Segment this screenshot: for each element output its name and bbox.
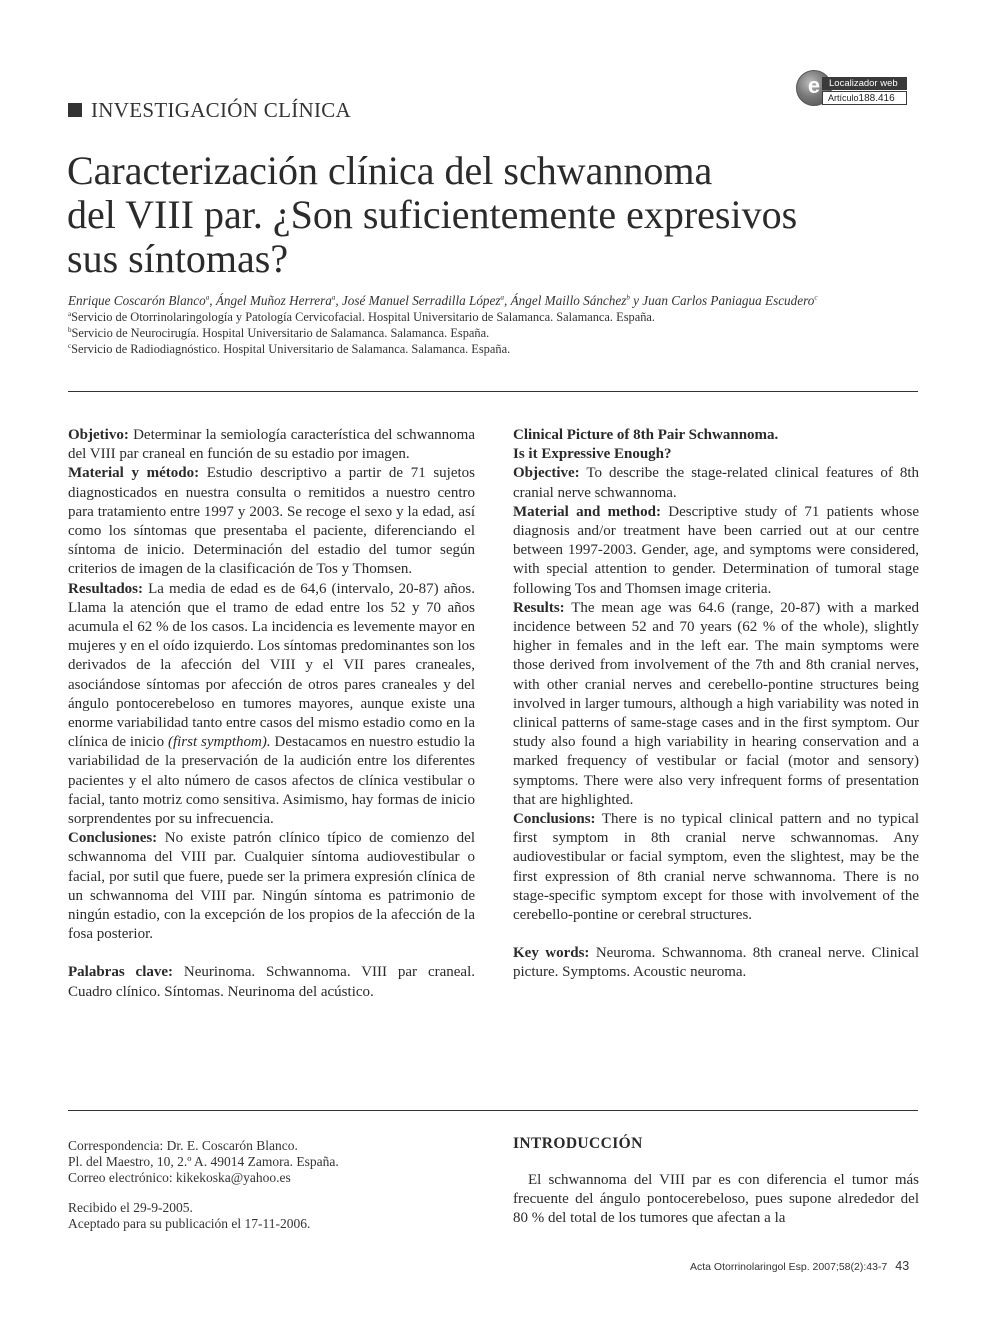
author-name: Juan Carlos Paniagua Escudero xyxy=(642,293,815,308)
abstract-english xyxy=(513,426,919,983)
author-sep: , xyxy=(209,293,216,308)
intro-heading: INTRODUCCIÓN xyxy=(513,1135,643,1152)
abstract-en-results: Results: The mean age was 64.6 (range, 20-87) with a marked incidence between 52 and 70 years (62 % of the whole), slightly higher in females and in the left ear. The main symptoms were those derived from involvement of the 7th and 8th cranial nerves, with other cranial nerves and cerebello-pontine structures being involved in larger tumours, although a high variability was noted in clinical patterns of same-stage cases and in the first symptom. Our study also found a high variability in hearing conservation and a marked frequency of vestibular or facial (motor and sensory) symptoms. There were also very infrequent forms of presentation that are highlighted. xyxy=(513,599,919,808)
author-sup: a xyxy=(205,293,210,302)
article-label: Artículo xyxy=(828,93,859,103)
intro-paragraph: El schwannoma del VIII par es con diferencia el tumor más frecuente del ángulo pontocerebeloso, pues supone alrededor del 80 % del total de los tumores que afectan a la xyxy=(513,1172,919,1227)
author-sep: , xyxy=(504,293,511,308)
author-sup: a xyxy=(500,293,505,302)
web-locator-badge[interactable] xyxy=(796,70,911,108)
abstract-en-subtitle: Is it Expressive Enough? xyxy=(513,446,672,463)
abstract-method: Material y método: Estudio descriptivo a partir de 71 sujetos diagnosticados en nuestra consulta o remitidos a nuestro centro para tratamiento entre 1997 y 2003. Se recoge el sexo y la edad, así como los síntomas que presentaba el paciente, diferenciando el síntoma de inicio. Determinación del estadio del tumor según criterios de imagen de la clasificación de Tos y Thomsen. xyxy=(68,465,476,578)
correspondence-address: Pl. del Maestro, 10, 2.º A. 49014 Zamora. España. xyxy=(68,1154,339,1169)
page-number: 43 xyxy=(895,1259,910,1273)
abstract-conclusions: Conclusiones: No existe patrón clínico típico de comienzo del schwannoma del VIII par. Cualquier síntoma audiovestibular o facial, por sutil que fuere, puede ser la primera expresión clínica de un schwannoma del VIII par. Ningún síntoma es patrimonio de ningún estadio, con la excepción de los propios de la afección de la fosa posterior. xyxy=(68,830,475,943)
section-label: INVESTIGACIÓN CLÍNICA xyxy=(91,98,352,122)
header-divider xyxy=(68,391,918,392)
author-name: José Manuel Serradilla López xyxy=(341,293,501,308)
section-square-icon xyxy=(68,103,82,117)
author-name: Ángel Maillo Sánchez xyxy=(510,293,627,308)
author-name: Enrique Coscarón Blanco xyxy=(68,293,206,308)
title-line: Caracterización clínica del schwannoma xyxy=(67,148,713,193)
abstract-en-title: Clinical Picture of 8th Pair Schwannoma. xyxy=(513,427,779,443)
author-sep: , xyxy=(335,293,342,308)
author-list xyxy=(68,293,817,309)
author-sup: a xyxy=(331,293,336,302)
abstract-en-method: Material and method: Descriptive study of 71 patients whose diagnosis and/or treatment have been carried out at our centre between 1997-2003. Gender, age, and symptoms were considered, with special attention to gender. Determination of tumoral stage following Tos and Thomsen image criteria. xyxy=(513,503,919,597)
web-locator-label: Localizador web xyxy=(822,77,907,90)
accepted-date: Aceptado para su publicación el 17-11-2006. xyxy=(68,1216,311,1231)
page-footer xyxy=(690,1259,909,1273)
article-number: 188.416 xyxy=(858,93,895,104)
abstract-en-objective: Objective: To describe the stage-related clinical features of 8th cranial nerve schwannoma. xyxy=(513,465,919,501)
affiliation: $^a$Servicio de Otorrinolaringología y Patología Cervicofacial. Hospital Universitario de Salamanca. Salamanca. España. xyxy=(68,310,656,325)
correspondence-email[interactable]: Correo electrónico: kikekoska@yahoo.es xyxy=(68,1170,291,1185)
article-number-box xyxy=(822,91,907,105)
abstract-results: Resultados: La media de edad es de 64,6 (intervalo, 20-87) años. Llama la atención que el tramo de edad entre los 52 y 70 años acumula el 62 % de los casos. La incidencia es levemente mayor en mujeres y en el oído izquierdo. Los síntomas predominantes son los derivados de la afección del VIII y el VII pares craneales, asociándose síntomas por afección de otros pares craneales y del ángulo pontocerebeloso en tumores mayores, aunque existe una enorme variabilidad tanto entre casos del mismo estadio como en la clínica de inicio (first sympthom). Destacamos en nuestro estudio la variabilidad de la preservación de la audición entre los diferentes pacientes y el alto número de casos afectos de clínica vestibular o facial, tanto motriz como sensitiva. Asimismo, hay formas de inicio sorprendentes por su infrecuencia. xyxy=(68,580,476,828)
correspondence-block xyxy=(68,1138,339,1232)
affiliation: $^c$Servicio de Radiodiagnóstico. Hospital Universitario de Salamanca. Salamanca. España. xyxy=(68,342,511,357)
author-sep: y xyxy=(629,293,643,308)
intro-text xyxy=(513,1171,919,1229)
author-name: Ángel Muñoz Herrera xyxy=(215,293,332,308)
abstract-objective: Objetivo: Determinar la semiología característica del schwannoma del VIII par craneal en función de su estadio por imagen. xyxy=(68,427,475,463)
article-title xyxy=(67,149,927,281)
correspondence-name: Correspondencia: Dr. E. Coscarón Blanco. xyxy=(68,1138,298,1153)
section-header xyxy=(68,98,351,123)
abstract-keywords: Palabras clave: Neurinoma. Schwannoma. VIII par craneal. Cuadro clínico. Síntomas. Neurinoma del acústico. xyxy=(68,964,475,1000)
received-date: Recibido el 29-9-2005. xyxy=(68,1200,193,1215)
e-logo-icon: e xyxy=(796,70,832,106)
abstract-divider xyxy=(68,1110,918,1111)
journal-citation: Acta Otorrinolaringol Esp. 2007;58(2):43-7 xyxy=(690,1261,888,1273)
title-line: sus síntomas? xyxy=(67,236,289,281)
abstract-en-keywords: Key words: Neuroma. Schwannoma. 8th craneal nerve. Clinical picture. Symptoms. Acoustic neuroma. xyxy=(513,945,919,981)
author-sup: c xyxy=(814,293,818,302)
affiliation: $^b$Servicio de Neurocirugía. Hospital Universitario de Salamanca. Salamanca. España. xyxy=(68,326,490,341)
title-line: del VIII par. ¿Son suficientemente expresivos xyxy=(67,192,798,237)
abstract-spanish xyxy=(68,426,475,1002)
abstract-en-conclusions: Conclusions: There is no typical clinical pattern and no typical first symptom in 8th cranial nerve schwannomas. Any audiovestibular or facial symptom, even the slightest, may be the first expression of 8th cranial nerve schwannoma. There is no stage-specific symptom except for those with involvement of the cerebello-pontine or cerebral structures. xyxy=(513,811,919,924)
author-sup: b xyxy=(626,293,630,302)
